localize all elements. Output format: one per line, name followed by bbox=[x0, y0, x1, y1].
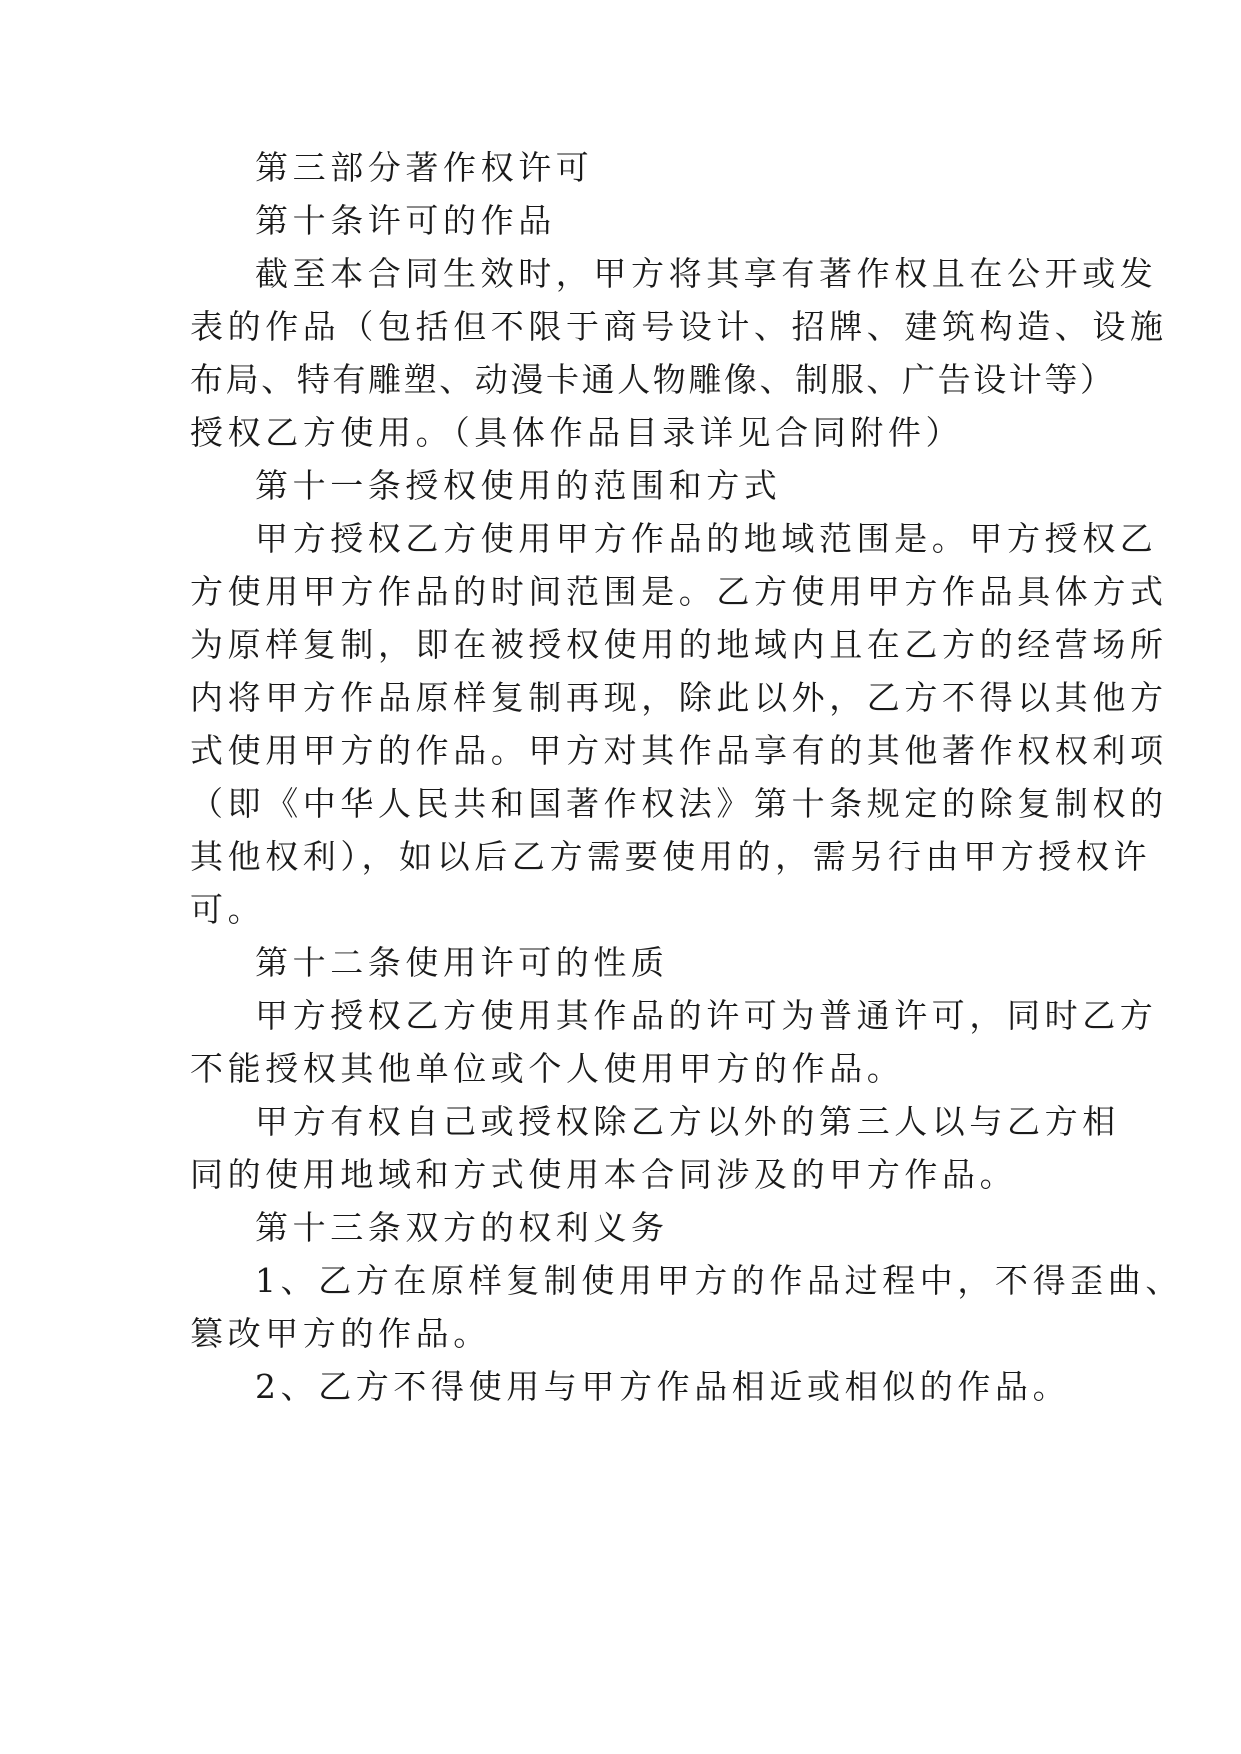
article-11-line: 可。 bbox=[190, 890, 266, 929]
article-10-line: 截至本合同生效时，甲方将其享有著作权且在公开或发 bbox=[255, 254, 1158, 293]
article-11-heading: 第十一条授权使用的范围和方式 bbox=[255, 466, 782, 505]
article-12-line: 不能授权其他单位或个人使用甲方的作品。 bbox=[190, 1049, 905, 1088]
article-11-line: 内将甲方作品原样复制再现，除此以外，乙方不得以其他方 bbox=[190, 678, 1168, 717]
article-13-line: 1、乙方在原样复制使用甲方的作品过程中，不得歪曲、 bbox=[255, 1261, 1183, 1300]
article-12-line: 甲方授权乙方使用其作品的许可为普通许可，同时乙方 bbox=[255, 996, 1158, 1035]
article-10-line: 授权乙方使用。（具体作品目录详见合同附件） bbox=[190, 413, 964, 452]
article-10-line: 布局、特有雕塑、动漫卡通人物雕像、制服、广告设计等） bbox=[190, 360, 1116, 399]
article-11-line: 式使用甲方的作品。甲方对其作品享有的其他著作权权利项 bbox=[190, 731, 1168, 770]
article-12-line: 甲方有权自己或授权除乙方以外的第三人以与乙方相 bbox=[255, 1102, 1120, 1141]
article-11-line: 为原样复制，即在被授权使用的地域内且在乙方的经营场所 bbox=[190, 625, 1168, 664]
article-10-heading: 第十条许可的作品 bbox=[255, 201, 556, 240]
article-11-line: 甲方授权乙方使用甲方作品的地域范围是。甲方授权乙 bbox=[255, 519, 1158, 558]
article-11-line: 方使用甲方作品的时间范围是。乙方使用甲方作品具体方式 bbox=[190, 572, 1168, 611]
article-12-line: 同的使用地域和方式使用本合同涉及的甲方作品。 bbox=[190, 1155, 1018, 1194]
article-13-heading: 第十三条双方的权利义务 bbox=[255, 1208, 669, 1247]
article-11-line: 其他权利），如以后乙方需要使用的，需另行由甲方授权许 bbox=[190, 837, 1152, 876]
article-13-line: 2、乙方不得使用与甲方作品相近或相似的作品。 bbox=[255, 1367, 1071, 1406]
article-13-line: 篡改甲方的作品。 bbox=[190, 1314, 491, 1353]
article-11-line: （即《中华人民共和国著作权法》第十条规定的除复制权的 bbox=[190, 784, 1168, 823]
article-12-heading: 第十二条使用许可的性质 bbox=[255, 943, 669, 982]
part-heading: 第三部分著作权许可 bbox=[255, 148, 594, 187]
article-10-line: 表的作品（包括但不限于商号设计、招牌、建筑构造、设施 bbox=[190, 307, 1168, 346]
